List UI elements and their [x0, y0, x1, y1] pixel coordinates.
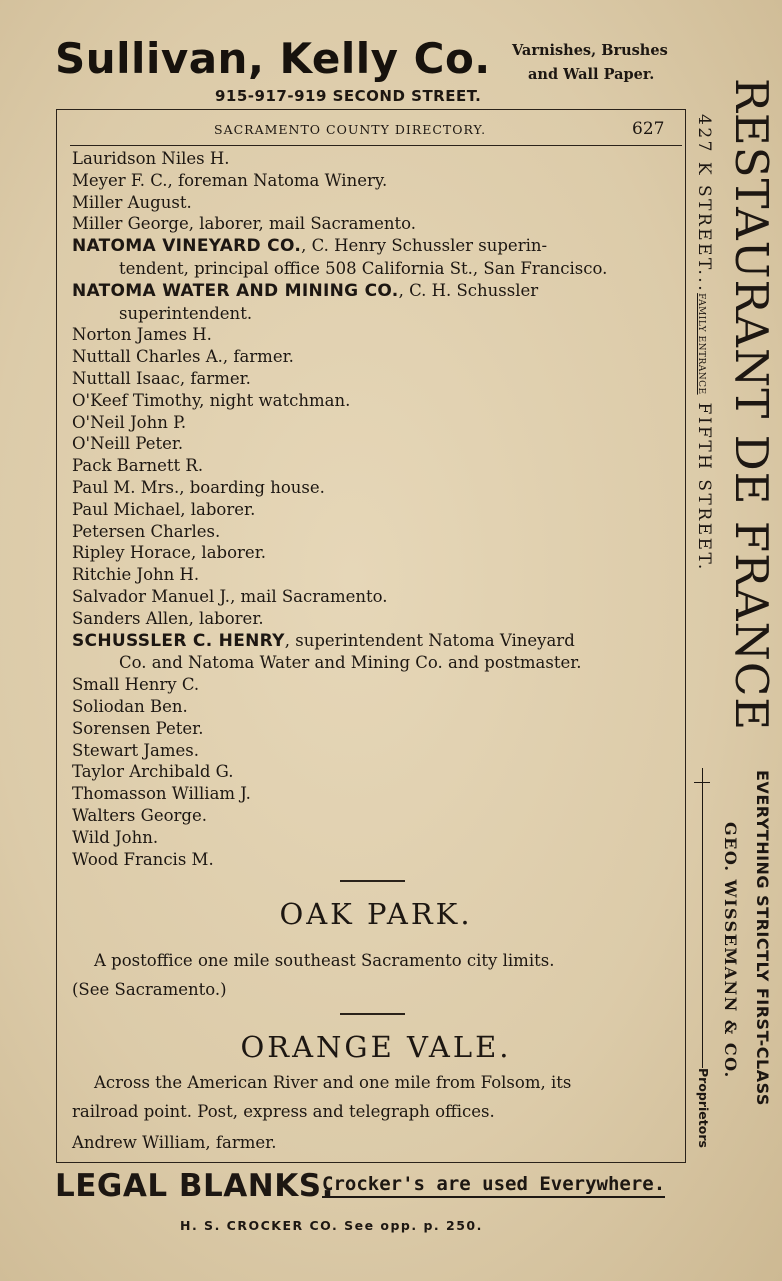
entry-name: O'Keef Timothy — [72, 390, 200, 410]
directory-entry — [72, 608, 676, 630]
running-head-title: SACRAMENTO COUNTY DIRECTORY. — [214, 122, 487, 137]
directory-entry — [72, 761, 676, 783]
entry-continuation: tendent, principal office 508 California St., San Francisco. — [119, 258, 608, 278]
entry-name: Nuttall Isaac — [72, 368, 180, 388]
directory-entry — [72, 740, 676, 762]
directory-entry — [72, 192, 676, 214]
entry-name: Salvador Manuel J. — [72, 586, 231, 606]
directory-entry — [72, 368, 676, 390]
directory-entry — [72, 521, 676, 543]
family-entrance: FAMILY ENTRANCE — [696, 293, 706, 395]
directory-entry — [72, 564, 676, 586]
directory-entry — [72, 170, 676, 192]
entry-details: , laborer. — [190, 543, 267, 563]
entry-continuation: Co. and Natoma Water and Mining Co. and postmaster. — [119, 653, 582, 673]
entry-name: Ripley Horace — [72, 543, 191, 563]
entry-name: Pack Barnett R. — [72, 456, 204, 476]
entry-business-name: SCHUSSLER C. HENRY — [72, 630, 285, 651]
footer-slogan: Crocker's are used Everywhere. — [322, 1173, 665, 1198]
directory-entry — [72, 235, 676, 258]
footer-publisher: H. S. CROCKER CO. See opp. p. 250. — [180, 1218, 483, 1233]
entry-name: O'Neil John P. — [72, 412, 187, 432]
entry-name: O'Neill Peter. — [72, 434, 184, 454]
directory-entry — [72, 499, 676, 521]
section-divider — [340, 1013, 405, 1015]
directory-entry — [72, 827, 676, 849]
entry-details: , mail Sacramento. — [230, 586, 388, 606]
orange-vale-title: ORANGE VALE. — [240, 1030, 512, 1064]
street-k: 427 K STREET... — [694, 114, 714, 294]
directory-entry — [72, 433, 676, 455]
entry-details: , foreman Natoma Winery. — [167, 170, 388, 190]
entry-details: , laborer, mail Sacramento. — [188, 214, 416, 234]
page-number: 627 — [632, 119, 665, 139]
directory-entry — [72, 412, 676, 434]
oak-park-line-2: (See Sacramento.) — [72, 980, 227, 999]
restaurant-street — [694, 114, 714, 572]
entry-list — [72, 148, 676, 870]
entry-details: , laborer. — [180, 499, 256, 519]
header-address: 915-917-919 SECOND STREET. — [215, 87, 482, 105]
directory-entry — [72, 324, 676, 346]
entry-name: Taylor Archibald G. — [72, 762, 234, 782]
running-head-rule — [70, 145, 682, 146]
directory-entry — [72, 586, 676, 608]
side-ad-rule — [702, 768, 703, 1068]
side-ad-cross-mark — [694, 782, 710, 783]
restaurant-proprietors: Proprietors — [696, 1068, 711, 1148]
entry-name: Stewart James. — [72, 740, 199, 760]
directory-entry — [72, 455, 676, 477]
restaurant-name: RESTAURANT DE FRANCE — [725, 78, 778, 732]
directory-entry — [72, 783, 676, 805]
restaurant-slogan: EVERYTHING STRICTLY FIRST-CLASS — [753, 770, 772, 1106]
restaurant-owner: GEO. WISSEMANN & CO. — [721, 822, 740, 1079]
directory-entry — [72, 148, 676, 170]
entry-name: Petersen Charles. — [72, 521, 221, 541]
directory-entry — [72, 630, 676, 653]
directory-entry — [72, 696, 676, 718]
orange-vale-line-2: railroad point. Post, express and telegraph offices. — [72, 1102, 495, 1121]
directory-entry — [72, 805, 676, 827]
entry-details: , laborer. — [188, 608, 264, 628]
directory-entry — [72, 674, 676, 696]
header-goods-line-2: and Wall Paper. — [528, 66, 655, 83]
entry-name: Nuttall Charles A. — [72, 347, 223, 367]
entry-name: Meyer F. C. — [72, 170, 168, 190]
directory-entry — [72, 280, 676, 303]
entry-name: Lauridson Niles H. — [72, 149, 230, 168]
entry-name: Paul M. Mrs. — [72, 477, 180, 497]
entry-details: , farmer. — [179, 368, 251, 388]
entry-business-name: NATOMA VINEYARD CO. — [72, 236, 302, 257]
entry-details: , superintendent Natoma Vineyard — [284, 630, 575, 650]
entry-name: Ritchie John H. — [72, 565, 200, 585]
directory-entry — [72, 849, 676, 871]
directory-entry — [72, 542, 676, 564]
entry-name: Thomasson William J. — [72, 784, 251, 804]
entry-details: , night watchman. — [199, 390, 351, 410]
entry-details: , boarding house. — [179, 477, 325, 497]
oak-park-paragraph — [72, 946, 676, 1004]
entry-continuation: superintendent. — [119, 303, 253, 323]
entry-name: Walters George. — [72, 805, 207, 825]
entry-details: , C. Henry Schussler superin- — [301, 236, 548, 256]
directory-entry — [72, 213, 676, 235]
entry-name: Miller George — [72, 214, 189, 234]
orange-vale-line-1: Across the American River and one mile from Folsom, its — [94, 1073, 572, 1092]
oak-park-line-1: A postoffice one mile southeast Sacramento city limits. — [94, 951, 555, 970]
orange-vale-paragraph — [72, 1068, 676, 1157]
entry-name: Paul Michael — [72, 499, 181, 519]
header-company-name: Sullivan, Kelly Co. — [55, 34, 491, 83]
directory-entry — [72, 477, 676, 499]
footer-legal-blanks: LEGAL BLANKS. — [55, 1168, 334, 1204]
entry-name: Miller August. — [72, 192, 192, 212]
entry-name: Soliodan Ben. — [72, 696, 188, 716]
directory-entry — [72, 390, 676, 412]
entry-business-name: NATOMA WATER AND MINING CO. — [72, 280, 399, 301]
entry-details: , C. H. Schussler — [398, 280, 539, 300]
entry-name: Sanders Allen — [72, 608, 189, 628]
entry-details: , farmer. — [222, 347, 294, 367]
entry-name: Small Henry C. — [72, 675, 200, 695]
entry-name: Sorensen Peter. — [72, 718, 204, 738]
directory-entry — [72, 346, 676, 368]
directory-entry — [72, 718, 676, 740]
orange-vale-entry: Andrew William, farmer. — [72, 1133, 277, 1152]
header-goods-line-1: Varnishes, Brushes — [512, 42, 668, 59]
entry-name: Wood Francis M. — [72, 849, 214, 869]
street-fifth: FIFTH STREET. — [694, 402, 714, 572]
section-divider — [340, 880, 405, 882]
oak-park-title: OAK PARK. — [279, 897, 473, 931]
entry-name: Norton James H. — [72, 325, 212, 345]
entry-name: Wild John. — [72, 827, 159, 847]
